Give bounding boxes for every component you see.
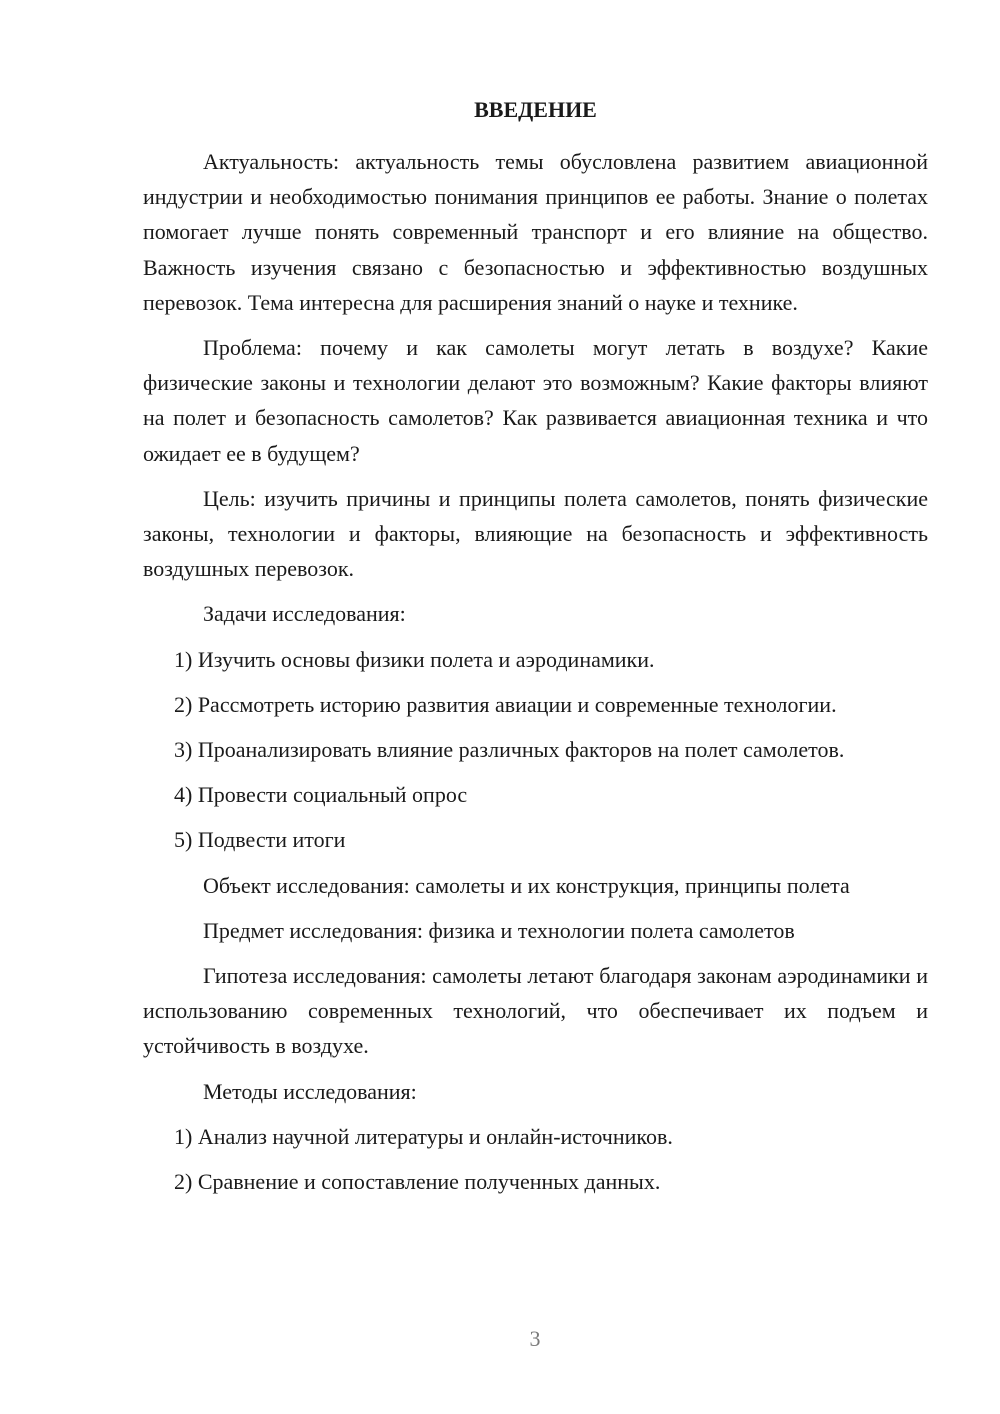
tasks-heading: Задачи исследования: — [203, 601, 406, 627]
methods-heading: Методы исследования: — [203, 1078, 417, 1104]
hypothesis-paragraph: Гипотеза исследования: самолеты летают благодаря законам аэродинамики и использованию современных технологий, что обеспечивает их подъем и устойчивость в воздухе. — [143, 963, 928, 1059]
goal-paragraph: Цель: изучить причины и принципы полета самолетов, понять физические законы, технологии и факторы, влияющие на безопасность и эффективность воздушных перевозок. — [143, 485, 928, 582]
subject-paragraph: Предмет исследования: физика и технологии полета самолетов — [203, 917, 795, 943]
task-item: 1) Изучить основы физики полета и аэродинамики. — [174, 646, 655, 672]
task-item: 5) Подвести итоги — [174, 827, 346, 853]
method-item: 1) Анализ научной литературы и онлайн-источников. — [174, 1123, 673, 1149]
relevance-paragraph: Актуальность: актуальность темы обусловлена развитием авиационной индустрии и необходимостью понимания принципов ее работы. Знание о полетах помогает лучше понять современный транспорт и его влияние на общество. Важность изучения связано с безопасностью и эффективностью воздушных перевозок. Тема интересна для расширения знаний о науке и технике. — [143, 149, 928, 315]
page-number: 3 — [529, 1326, 541, 1351]
object-paragraph: Объект исследования: самолеты и их конструкция, принципы полета — [203, 872, 850, 898]
task-item: 4) Провести социальный опрос — [174, 782, 468, 808]
task-item: 2) Рассмотреть историю развития авиации и современные технологии. — [174, 691, 837, 717]
page-title: ВВЕДЕНИЕ — [474, 97, 597, 122]
task-item: 3) Проанализировать влияние различных факторов на полет самолетов. — [174, 737, 845, 763]
method-item: 2) Сравнение и сопоставление полученных данных. — [174, 1169, 661, 1195]
problem-paragraph: Проблема: почему и как самолеты могут летать в воздухе? Какие физические законы и технологии делают это возможным? Какие факторы влияют на полет и безопасность самолетов? Как развивается авиационная техника и что ожидает ее в будущем? — [143, 335, 928, 466]
document-page — [143, 92, 928, 1209]
